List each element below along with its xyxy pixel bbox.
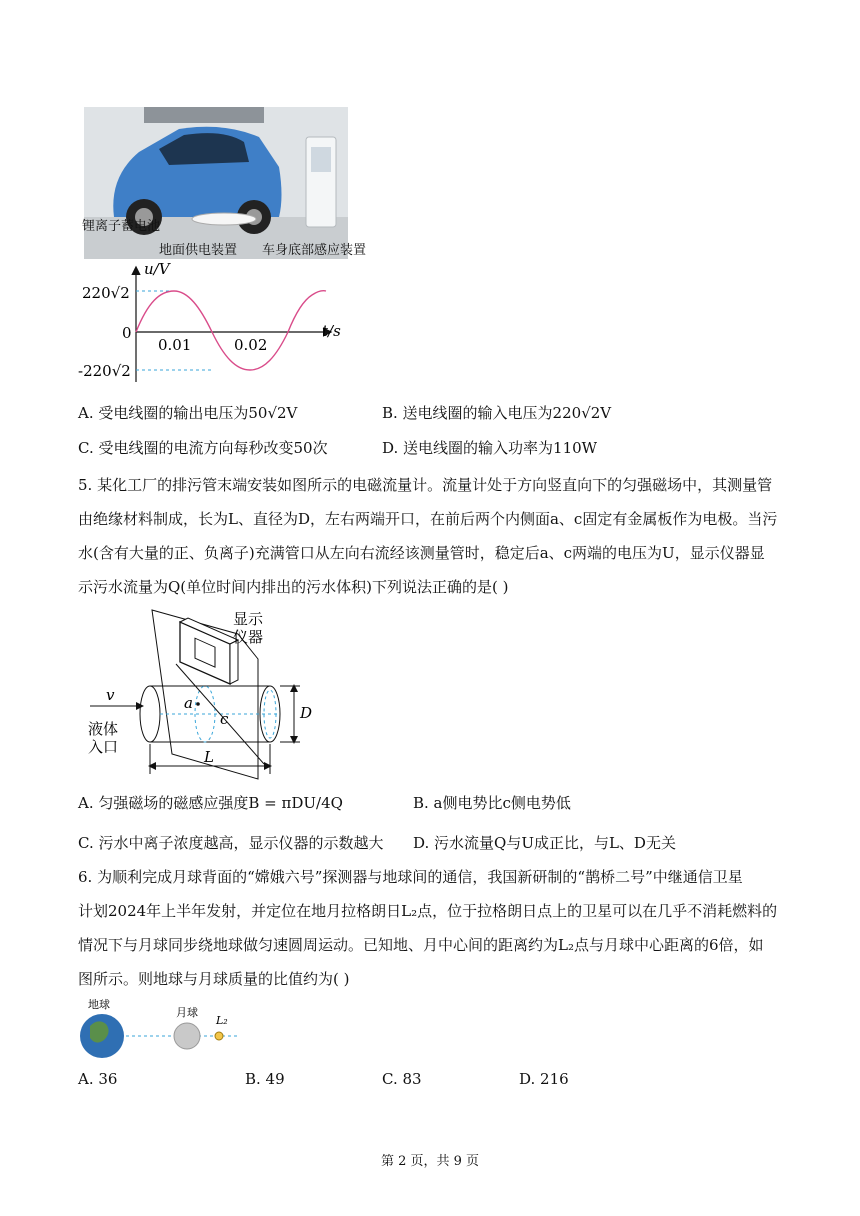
- q6-option-c: C. 83: [382, 1070, 422, 1088]
- q5-option-c: C. 污水中离子浓度越高，显示仪器的示数越大: [78, 834, 384, 852]
- y-axis-label: u/V: [144, 260, 170, 278]
- moon-icon: [174, 1023, 200, 1049]
- flowmeter-figure: [80, 604, 320, 782]
- q6-option-d: D. 216: [519, 1070, 569, 1088]
- q6-line-3: 情况下与月球同步绕地球做匀速圆周运动。已知地、月中心间的距离约为L₂点与月球中心距离的6倍，如: [78, 936, 764, 954]
- tick-zero: 0: [122, 324, 132, 342]
- page-footer: 第 2 页，共 9 页: [380, 1154, 480, 1169]
- q6-option-a: A. 36: [78, 1070, 118, 1088]
- label-c: c: [220, 710, 229, 728]
- label-L: L: [204, 748, 214, 766]
- x-axis-label: t/s: [322, 322, 341, 340]
- label-display: 显示: [233, 610, 264, 628]
- label-induction-device: 车身底部感应装置: [262, 243, 367, 258]
- car-charging-photo: [82, 107, 367, 259]
- label-L2: L₂: [216, 1014, 228, 1027]
- tick-negative: -220√2: [78, 362, 131, 380]
- label-inlet: 入口: [88, 738, 119, 756]
- label-battery: 锂离子蓄电池: [82, 219, 161, 234]
- l2-point: [215, 1032, 223, 1040]
- label-ground-supply: 地面供电装置: [159, 243, 238, 258]
- q5-line-2: 由绝缘材料制成，长为L、直径为D，左右两端开口，在前后两个内侧面a、c固定有金属板作为电极。当污: [78, 510, 778, 528]
- earth-moon-figure: [78, 996, 248, 1060]
- q5-line-1: 5. 某化工厂的排污管末端安装如图所示的电磁流量计。流量计处于方向竖直向下的匀强磁场中，其测量管: [78, 476, 773, 494]
- label-earth: 地球: [88, 998, 110, 1011]
- q6-line-4: 图所示。则地球与月球质量的比值约为( ): [78, 970, 350, 988]
- q4-option-b: B. 送电线圈的输入电压为220√2V: [382, 404, 612, 422]
- q4-option-a: A. 受电线圈的输出电压为50√2V: [78, 404, 298, 422]
- q5-option-a: A. 匀强磁场的磁感应强度B = πDU/4Q: [78, 794, 343, 812]
- q5-option-b: B. a侧电势比c侧电势低: [413, 794, 571, 812]
- q6-option-b: B. 49: [245, 1070, 285, 1088]
- q5-line-3: 水(含有大量的正、负离子)充满管口从左向右流经该测量管时，稳定后a、c两端的电压为U，显示仪器显: [78, 544, 765, 562]
- label-v: v: [106, 686, 115, 704]
- q4-option-c: C. 受电线圈的电流方向每秒改变50次: [78, 439, 328, 457]
- voltage-time-graph: [78, 262, 368, 387]
- q4-option-d: D. 送电线圈的输入功率为110W: [382, 439, 598, 457]
- tick-positive: 220√2: [82, 284, 130, 302]
- label-a: a: [184, 694, 193, 712]
- label-instrument: 仪器: [233, 628, 264, 646]
- tick-x-002: 0.02: [234, 336, 268, 354]
- label-D: D: [300, 704, 313, 722]
- q5-option-d: D. 污水流量Q与U成正比，与L、D无关: [413, 834, 676, 852]
- tick-x-001: 0.01: [158, 336, 192, 354]
- sine-curve: [136, 291, 326, 370]
- q6-line-2: 计划2024年上半年发射，并定位在地月拉格朗日L₂点，位于拉格朗日点上的卫星可以在几乎不消耗燃料的: [78, 902, 778, 920]
- label-moon: 月球: [176, 1006, 198, 1019]
- q5-line-4: 示污水流量为Q(单位时间内排出的污水体积)下列说法正确的是( ): [78, 578, 509, 596]
- label-liquid: 液体: [88, 720, 119, 738]
- q6-line-1: 6. 为顺利完成月球背面的“嫦娥六号”探测器与地球间的通信，我国新研制的“鹊桥二号”中继通信卫星: [78, 868, 743, 886]
